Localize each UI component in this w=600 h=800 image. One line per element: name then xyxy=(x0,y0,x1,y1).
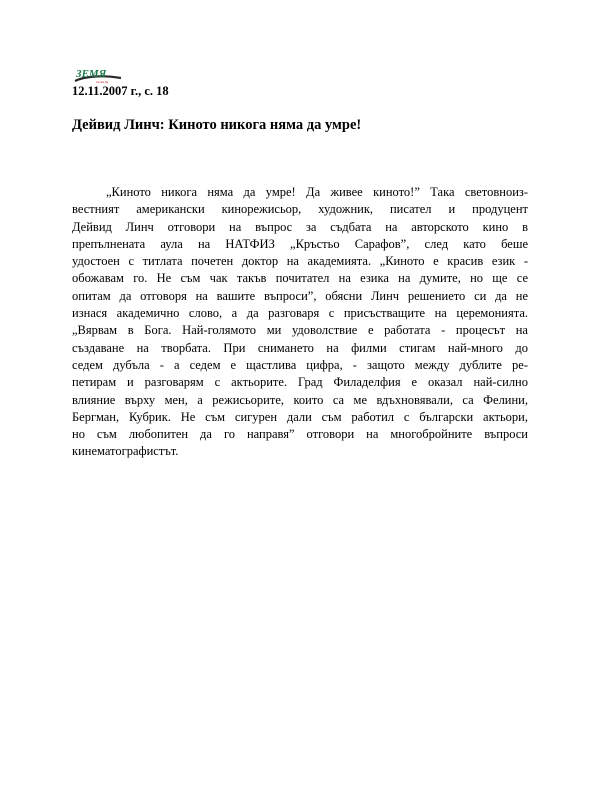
article-line: „Киното никога няма да умре! Да живее киното!” Така световноиз- xyxy=(106,185,528,199)
article-title: Дейвид Линч: Киното никога няма да умре! xyxy=(72,117,362,133)
logo-caption: zemia.bg xyxy=(96,80,109,84)
article-line: но съм любопитен да го направя” отговори на многобройните въпроси xyxy=(72,427,528,442)
article-line: обожавам го. Не съм чак такъв почитател на езика на думите, но ще се xyxy=(72,271,528,286)
article-line: Дейвид Линч отговори на въпрос за съдбата на авторското кино в xyxy=(72,219,528,234)
logo-wordmark: ЗЕМЯ xyxy=(76,68,107,80)
article-line: „Вярвам в Бога. Най-голямото ми удоволствие е работата - процесът на xyxy=(72,323,528,338)
article-line: изнася академично слово, а да разговаря с присъстващите на церемонията. xyxy=(72,306,528,321)
article-line: удостоен с титлата почетен доктор на академията. „Киното е красив език - xyxy=(72,254,528,269)
article-line: опитам да отговоря на вашите въпроси”, обясни Линч решението си да не xyxy=(72,288,528,303)
article-line: влияние върху мен, а режисьорите, които са ме вдъхновявали, са Фелини, xyxy=(72,392,528,407)
article-body xyxy=(72,184,528,461)
article-line: петирам и разговарям с актьорите. Град Филаделфия е оказал най-силно xyxy=(72,375,528,390)
article-line: Бергман, Кубрик. Не съм сигурен дали съм работил с български актьори, xyxy=(72,409,528,424)
article-line: кинематографистът. xyxy=(72,444,179,459)
publication-date: 12.11.2007 г., с. 18 xyxy=(72,84,169,98)
article-line: седем дубъла - а седем е щастлива цифра, - защото между дублите ре- xyxy=(72,357,528,372)
article-line: препълнената аула на НАТФИЗ „Кръстьо Сарафов”, след като беше xyxy=(72,236,528,251)
article-line: създаване на творбата. При снимането на филми стигам най-много до xyxy=(72,340,528,355)
article-line: вестният американски кинорежисьор, художник, писател и продуцент xyxy=(72,202,528,217)
